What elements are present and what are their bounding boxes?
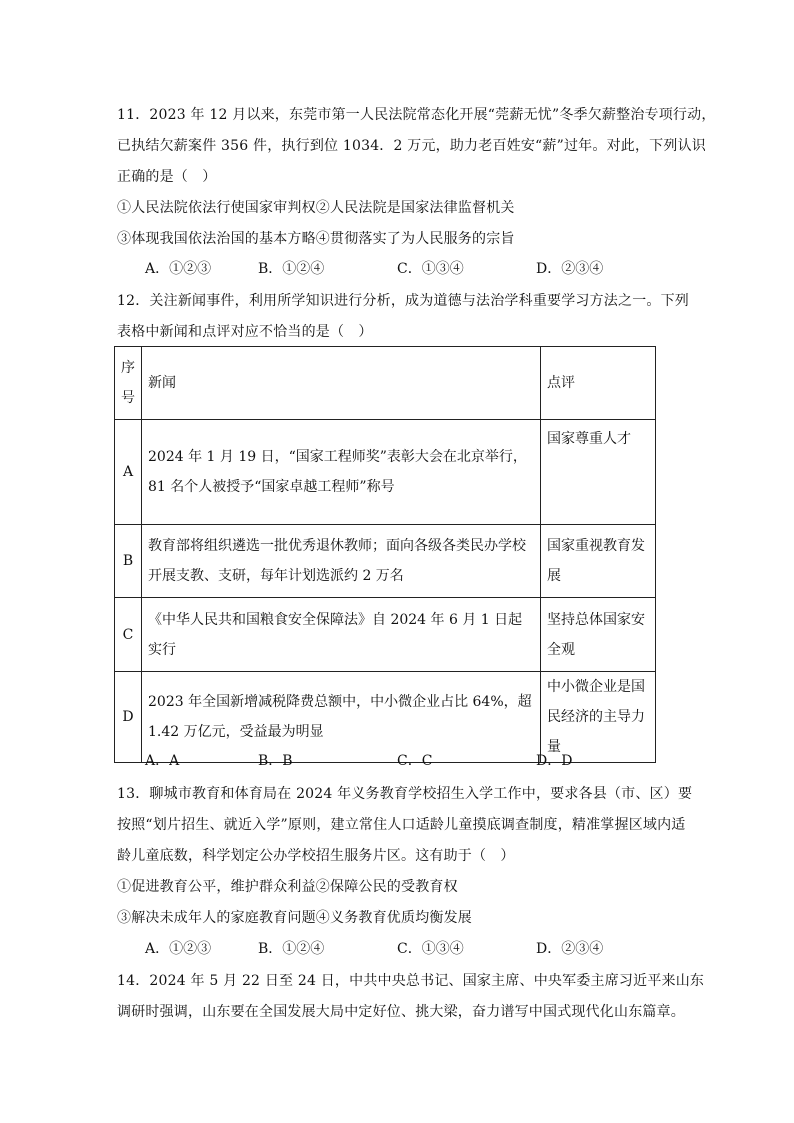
q13-option-a[interactable]: A．①②③ [145,941,212,957]
row-a-seq: A [115,420,142,525]
row-c-comment-text: 坚持总体国家安全观 [547,611,645,658]
row-b-news-text: 教育部将组织遴选一批优秀退休教师；面向各级各类民办学校开展支教、支研，每年计划选派约 2 万名 [148,538,526,584]
q13-options [145,940,705,958]
row-d-comment [541,672,656,763]
q11-statement-1: ①人民法院依法行使国家审判权②人民法院是国家法律监督机关 [117,200,515,216]
header-seq-char-1: 序 [121,360,135,376]
table-row [115,420,656,525]
q13-option-d[interactable]: D．②③④ [536,941,604,957]
q11-options [145,260,705,278]
row-d-seq: D [115,672,142,763]
row-a-comment-text: 国家尊重人才 [547,431,631,447]
table-row [115,525,656,598]
q13-option-b[interactable]: B．①②④ [258,941,325,957]
q12-option-d[interactable]: D．D [536,753,573,769]
row-b-comment [541,525,656,598]
q13-statement-2: ③解决未成年人的家庭教育问题④义务教育优质均衡发展 [117,910,472,926]
row-d-news-text: 2023 年全国新增减税降费总额中，中小微企业占比 64%，超 1.42 万亿元，受益最为明显 [148,694,532,740]
q11-option-d[interactable]: D．②③④ [536,261,604,277]
header-comment: 点评 [541,347,656,420]
q11-statement-2: ③体现我国依法治国的基本方略④贯彻落实了为人民服务的宗旨 [117,231,515,247]
row-c-news-text: 《中华人民共和国粮食安全保障法》自 2024 年 6 月 1 日起实行 [148,611,523,658]
row-c-seq: C [115,598,142,672]
q14-line-2: 调研时强调，山东要在全国发展大局中定好位、挑大梁，奋力谱写中国式现代化山东篇章。 [117,1004,685,1020]
q12-line-1: 12．关注新闻事件，利用所学知识进行分析，成为道德与法治学科重要学习方法之一。下列 [117,293,690,309]
row-c-news [142,598,541,672]
row-a-news [142,420,541,525]
q12-option-b[interactable]: B．B [258,753,293,769]
row-b-news [142,525,541,598]
table-header-row [115,347,656,420]
q13-line-2: 按照“划片招生、就近入学”原则，建立常住人口适龄儿童摸底调查制度，精准掌握区域内适 [117,817,686,833]
q11-option-a[interactable]: A．①②③ [145,261,212,277]
header-news: 新闻 [142,347,541,420]
q12-option-a[interactable]: A．A [145,753,180,769]
q14-line-1: 14．2024 年 5 月 22 日至 24 日，中共中央总书记、国家主席、中央军委主席习近平来山东 [117,973,705,989]
q12-option-c[interactable]: C．C [397,753,433,769]
q12-options [145,752,705,770]
header-seq [115,347,142,420]
row-b-seq: B [115,525,142,598]
q11-line-2: 已执结欠薪案件 356 件，执行到位 1034．2 万元，助力老百姓安“薪”过年。对此，下列认识 [117,138,706,154]
q11-line-3: 正确的是（ ） [117,169,217,185]
table-row [115,598,656,672]
q13-statement-1: ①促进教育公平，维护群众利益②保障公民的受教育权 [117,879,458,895]
row-d-comment-text: 中小微企业是国民经济的主导力量 [547,679,645,755]
header-seq-char-2: 号 [121,390,135,406]
row-a-comment [541,420,656,525]
q13-line-1: 13．聊城市教育和体育局在 2024 年义务教育学校招生入学工作中，要求各县（市、区）要 [117,786,693,802]
row-a-news-text: 2024 年 1 月 19 日，“国家工程师奖”表彰大会在北京举行，81 名个人被授予“国家卓越工程师”称号 [148,449,527,495]
row-d-news [142,672,541,763]
q11-line-1: 11．2023 年 12 月以来，东莞市第一人民法院常态化开展“莞薪无忧”冬季欠薪整治专项行动， [117,107,716,123]
row-b-comment-text: 国家重视教育发展 [547,538,645,584]
table-row [115,672,656,763]
q11-option-b[interactable]: B．①②④ [258,261,325,277]
news-table [114,346,656,763]
q12-line-2: 表格中新闻和点评对应不恰当的是（ ） [117,324,373,340]
q13-option-c[interactable]: C．①③④ [397,941,464,957]
row-c-comment [541,598,656,672]
q11-option-c[interactable]: C．①③④ [397,261,464,277]
q13-line-3: 龄儿童底数，科学划定公办学校招生服务片区。这有助于（ ） [117,848,515,864]
